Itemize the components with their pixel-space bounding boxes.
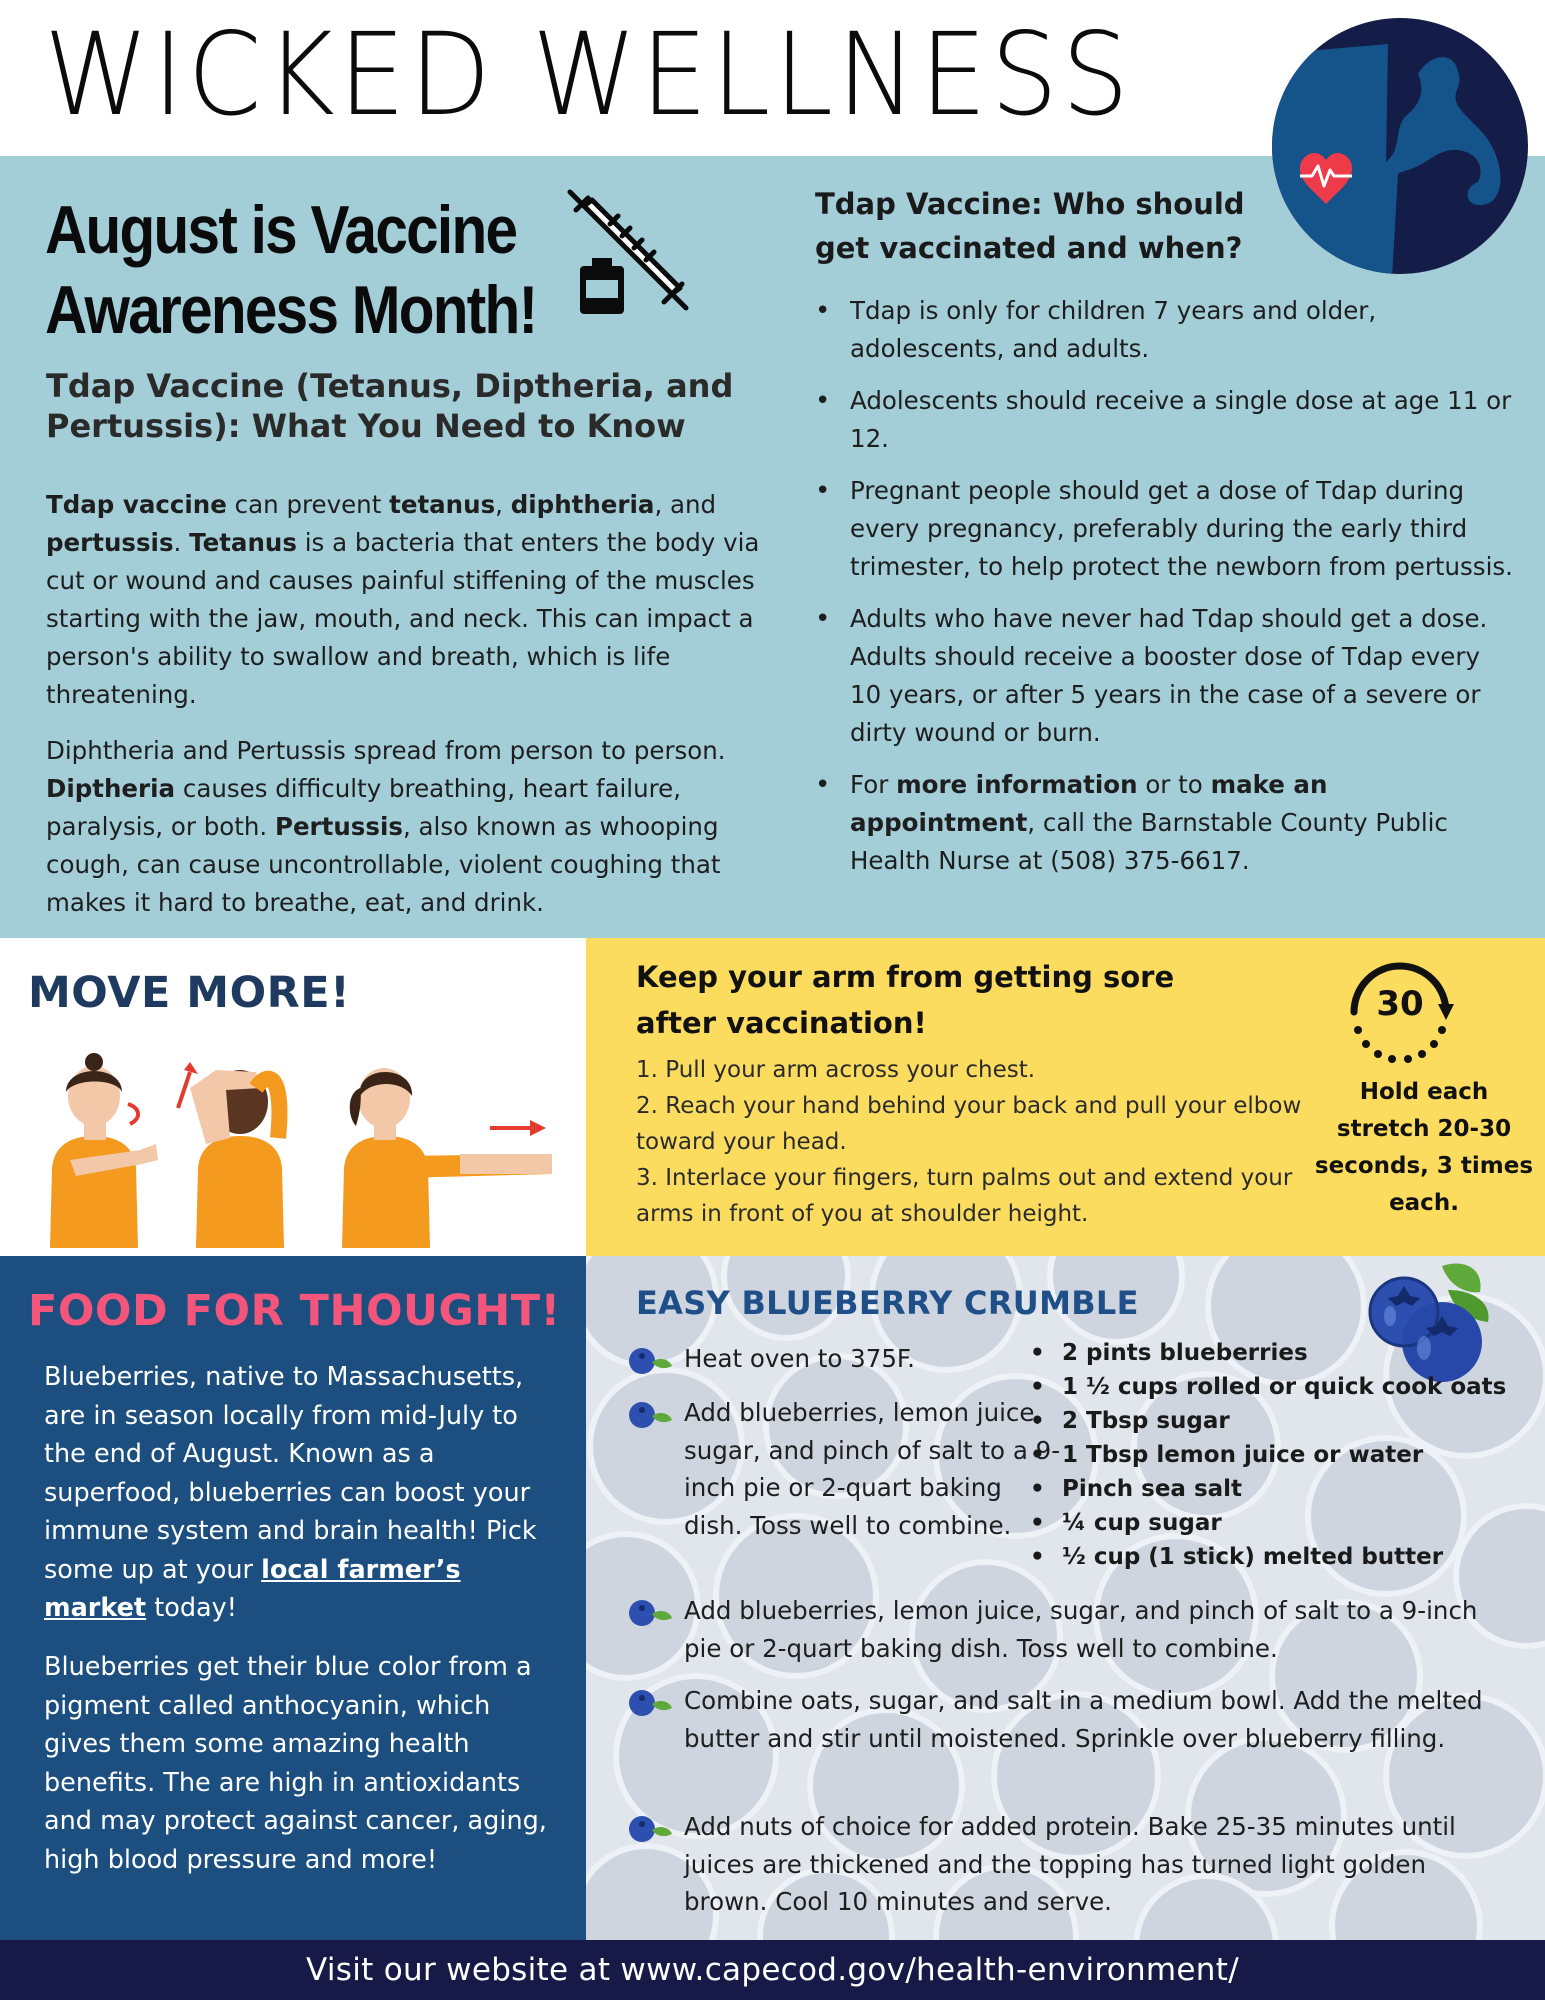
- recipe-step-text: Add blueberries, lemon juice, sugar, and pinch of salt to a 9-inch pie or 2-quart baking dish. Toss well to combine.: [684, 1596, 1478, 1663]
- bold-term: pertussis: [46, 528, 174, 557]
- list-item: 1. Pull your arm across your chest.: [636, 1057, 1036, 1083]
- recipe-step-3: [626, 1592, 1506, 1667]
- list-item: • 1 ½ cups rolled or quick cook oats: [1030, 1370, 1510, 1404]
- list-item: [815, 292, 1515, 368]
- bold-term: Tdap vaccine: [46, 490, 227, 519]
- website-link[interactable]: Visit our website at www.capecod.gov/health-environment/: [306, 1952, 1239, 1988]
- text-run: Adults who have never had Tdap should get a dose. Adults should receive a booster dose of Tdap every 10 years, or after 5 years in the case of a severe or dirty wound or burn.: [850, 604, 1488, 747]
- tdap-subtitle: Tdap Vaccine (Tetanus, Diptheria, and Pertussis): What You Need to Know: [46, 367, 734, 445]
- stretch-figure-3: [342, 1068, 552, 1248]
- move-more-section: [0, 938, 586, 1256]
- stretch-steps-list: [636, 1052, 1316, 1232]
- move-more-title: MOVE MORE!: [28, 968, 351, 1018]
- text-run: ,: [495, 490, 511, 519]
- diphtheria-pertussis-description: [46, 732, 766, 922]
- recipe-step-text: Combine oats, sugar, and salt in a medium bowl. Add the melted butter and stir until moistened. Sprinkle over blueberry filling.: [684, 1686, 1483, 1753]
- list-item: [815, 472, 1515, 586]
- page-title: WICKED WELLNESS: [44, 8, 1133, 141]
- bold-term: Pertussis: [274, 812, 403, 841]
- vaccine-month-title: [45, 190, 537, 350]
- list-item: 3. Interlace your fingers, turn palms out and extend your arms in front of you at shoulder height.: [636, 1165, 1293, 1227]
- text-run: , also known as whooping cough, can cause uncontrollable, violent coughing that makes it hard to breathe, eat, and drink.: [46, 812, 721, 917]
- bold-term: more information: [896, 770, 1138, 799]
- text-run: or to: [1137, 770, 1211, 799]
- tdap-description: [46, 486, 766, 714]
- blueberry-bullet-icon: [626, 1688, 674, 1718]
- text-run: Adolescents should receive a single dose at age 11 or 12.: [850, 386, 1512, 453]
- list-item: 2. Reach your hand behind your back and pull your elbow toward your head.: [636, 1093, 1302, 1155]
- sore-arm-heading: Keep your arm from getting sore after vaccination!: [636, 960, 1175, 1040]
- list-item: • Pinch sea salt: [1030, 1472, 1510, 1506]
- text-run: , call the Barnstable County Public Health Nurse at (508) 375-6617.: [850, 808, 1448, 875]
- blueberry-crumble-recipe: [586, 1256, 1545, 1940]
- bold-term: Tetanus: [189, 528, 297, 557]
- text-run: For: [850, 770, 897, 799]
- recipe-step-text: Heat oven to 375F.: [684, 1344, 915, 1373]
- hold-stretch-note: Hold each stretch 20-30 seconds, 3 times each.: [1314, 1079, 1534, 1216]
- list-item: • 2 Tbsp sugar: [1030, 1404, 1510, 1438]
- recipe-step-5: [626, 1808, 1486, 1921]
- stretch-figure-1: [50, 1053, 158, 1248]
- cape-cod-heartbeat-logo: [1268, 14, 1532, 278]
- text-run: Tdap is only for children 7 years and older, adolescents, and adults.: [850, 296, 1377, 363]
- list-item: • 1 Tbsp lemon juice or water: [1030, 1438, 1510, 1472]
- who-should-vaccinate-heading: Tdap Vaccine: Who should get vaccinated and when?: [815, 187, 1245, 265]
- text-run: is a bacteria that enters the body via cut or wound and causes painful stiffening of the muscles starting with the jaw, mouth, and neck. This can impact a person's ability to swallow and breath, which is life threatening.: [46, 528, 760, 709]
- blueberry-season-text-end: today!: [146, 1593, 237, 1623]
- text-run: .: [173, 528, 190, 557]
- blueberry-bullet-icon: [626, 1814, 674, 1844]
- list-item: [815, 766, 1515, 880]
- bold-term: tetanus: [389, 490, 496, 519]
- list-item: • ½ cup (1 stick) melted butter: [1030, 1540, 1510, 1574]
- text-run: Pregnant people should get a dose of Tdap during every pregnancy, preferably during the early third trimester, to help protect the newborn from pertussis.: [850, 476, 1513, 581]
- stretch-illustration: [30, 1048, 570, 1248]
- recipe-title: EASY BLUEBERRY CRUMBLE: [636, 1284, 1139, 1322]
- syringe-vial-icon: [562, 184, 692, 316]
- farmers-market-link[interactable]: local farmer’s market: [44, 1554, 461, 1623]
- vaccine-month-title-line2: Awareness Month!: [45, 272, 537, 348]
- list-item: • ¼ cup sugar: [1030, 1506, 1510, 1540]
- blueberry-bullet-icon: [626, 1346, 674, 1376]
- sore-arm-section: [586, 938, 1545, 1256]
- text-run: causes difficulty breathing, heart failure, paralysis, or both.: [46, 774, 682, 841]
- anthocyanin-text: Blueberries get their blue color from a pigment called anthocyanin, which gives them some amazing health benefits. The are high in antioxidants and may protect against cancer, aging, high blood pressure and more!: [44, 1652, 547, 1875]
- recipe-step-4: [626, 1682, 1486, 1757]
- list-item: [815, 600, 1515, 752]
- blueberry-season-text-start: Blueberries, native to Massachusetts, are in season locally from mid-July to the end of August. Known as a superfood, blueberries can boost your immune system and brain health! Pick some up at your: [44, 1362, 537, 1585]
- recipe-step-2: [626, 1394, 1066, 1544]
- text-run: Diphtheria and Pertussis spread from person to person.: [46, 736, 726, 765]
- recipe-step-text: Add nuts of choice for added protein. Bake 25-35 minutes until juices are thickened and the topping has turned light golden brown. Cool 10 minutes and serve.: [684, 1812, 1456, 1916]
- stretch-figure-2: [178, 1062, 284, 1248]
- who-should-vaccinate-list: [815, 292, 1515, 894]
- blueberry-bullet-icon: [626, 1598, 674, 1628]
- text-run: , and: [654, 490, 717, 519]
- vaccine-month-title-line1: August is Vaccine: [45, 192, 517, 268]
- recipe-step-1: [626, 1340, 1046, 1378]
- blueberry-bullet-icon: [626, 1400, 674, 1430]
- bold-term: Diptheria: [46, 774, 176, 803]
- list-item: [815, 382, 1515, 458]
- recipe-step-text: Add blueberries, lemon juice, sugar, and pinch of salt to a 9-inch pie or 2-quart baking dish. Toss well to combine.: [684, 1398, 1061, 1540]
- bold-term: make an appointment: [850, 770, 1328, 837]
- footer: [0, 1940, 1545, 2000]
- bold-term: diphtheria: [510, 490, 655, 519]
- food-for-thought-section: [0, 1256, 586, 1940]
- list-item: • 2 pints blueberries: [1030, 1336, 1510, 1370]
- food-for-thought-title: FOOD FOR THOUGHT!: [28, 1286, 561, 1336]
- blueberry-season-text: [44, 1358, 564, 1628]
- ingredient-list: [1030, 1336, 1510, 1574]
- text-run: can prevent: [226, 490, 390, 519]
- timer-number: 30: [1376, 984, 1424, 1024]
